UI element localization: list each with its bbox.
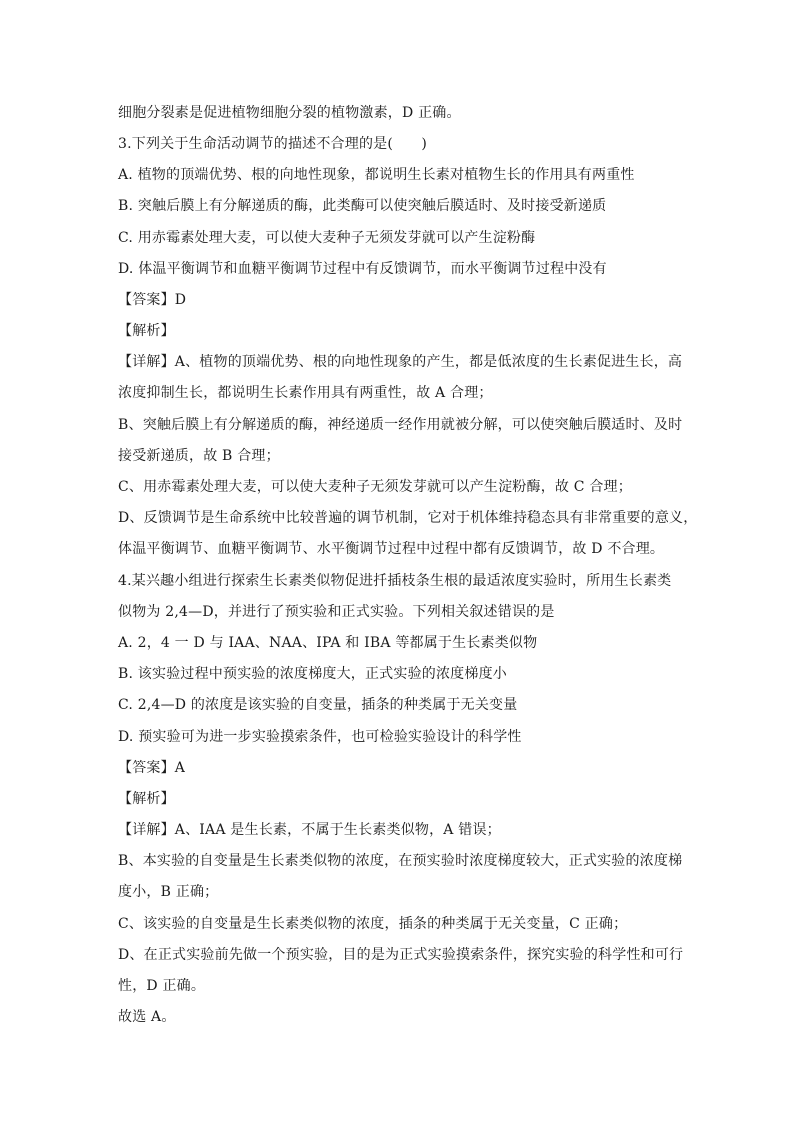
option-d: D. 预实验可为进一步实验摸索条件，也可检验实验设计的科学性: [118, 729, 522, 745]
question-4-stem: 4.某兴趣小组进行探索生长素类似物促进扦插枝条生根的最适浓度实验时，所用生长素类: [118, 573, 672, 589]
explanation-line: 性，D 正确。: [118, 978, 206, 994]
option-b: B. 该实验过程中预实验的浓度梯度大，正式实验的浓度梯度小: [118, 666, 507, 682]
text-line: 细胞分裂素是促进植物细胞分裂的植物激素，D 正确。: [118, 105, 461, 121]
explanation-line: 接受新递质，故 B 合理；: [118, 448, 280, 464]
analysis-label: 【解析】: [118, 323, 175, 339]
explanation-line: D、反馈调节是生命系统中比较普遍的调节机制，它对于机体维持稳态具有非常重要的意义，: [118, 510, 698, 526]
option-a: A. 植物的顶端优势、根的向地性现象，都说明生长素对植物生长的作用具有两重性: [118, 167, 635, 183]
explanation-line: 体温平衡调节、血糖平衡调节、水平衡调节过程中过程中都有反馈调节，故 D 不合理。: [118, 541, 665, 557]
option-b: B. 突触后膜上有分解递质的酶，此类酶可以使突触后膜适时、及时接受新递质: [118, 198, 607, 214]
explanation-line: D、在正式实验前先做一个预实验，目的是为正式实验摸索条件，探究实验的科学性和可行: [118, 947, 684, 963]
option-c: C. 2,4—D 的浓度是该实验的自变量，插条的种类属于无关变量: [118, 697, 518, 713]
explanation-line: 【详解】A、植物的顶端优势、根的向地性现象的产生，都是低浓度的生长素促进生长，高: [118, 354, 683, 370]
explanation-line: C、该实验的自变量是生长素类似物的浓度，插条的种类属于无关变量，C 正确；: [118, 916, 628, 932]
option-a: A. 2，4 一 D 与 IAA、NAA、IPA 和 IBA 等都属于生长素类似物: [118, 635, 538, 651]
question-4-stem: 似物为 2,4—D，并进行了预实验和正式实验。下列相关叙述错误的是: [118, 604, 555, 620]
explanation-line: 度小，B 正确；: [118, 884, 219, 900]
answer-label: 【答案】D: [118, 292, 187, 308]
explanation-line: 浓度抑制生长，都说明生长素作用具有两重性，故 A 合理；: [118, 385, 493, 401]
answer-label: 【答案】A: [118, 760, 186, 776]
explanation-line: C、用赤霉素处理大麦，可以使大麦种子无须发芽就可以产生淀粉酶，故 C 合理；: [118, 479, 632, 495]
conclusion-line: 故选 A。: [118, 1009, 176, 1025]
option-d: D. 体温平衡调节和血糖平衡调节过程中有反馈调节，而水平衡调节过程中没有: [118, 261, 607, 277]
explanation-line: 【详解】A、IAA 是生长素，不属于生长素类似物，A 错误；: [118, 822, 501, 838]
question-3-stem: 3.下列关于生命活动调节的描述不合理的是( ): [118, 136, 428, 152]
option-c: C. 用赤霉素处理大麦，可以使大麦种子无须发芽就可以产生淀粉酶: [118, 230, 536, 246]
explanation-line: B、本实验的自变量是生长素类似物的浓度，在预实验时浓度梯度较大，正式实验的浓度梯: [118, 853, 683, 869]
explanation-line: B、突触后膜上有分解递质的酶，神经递质一经作用就被分解，可以使突触后膜适时、及时: [118, 417, 683, 433]
analysis-label: 【解析】: [118, 791, 175, 807]
